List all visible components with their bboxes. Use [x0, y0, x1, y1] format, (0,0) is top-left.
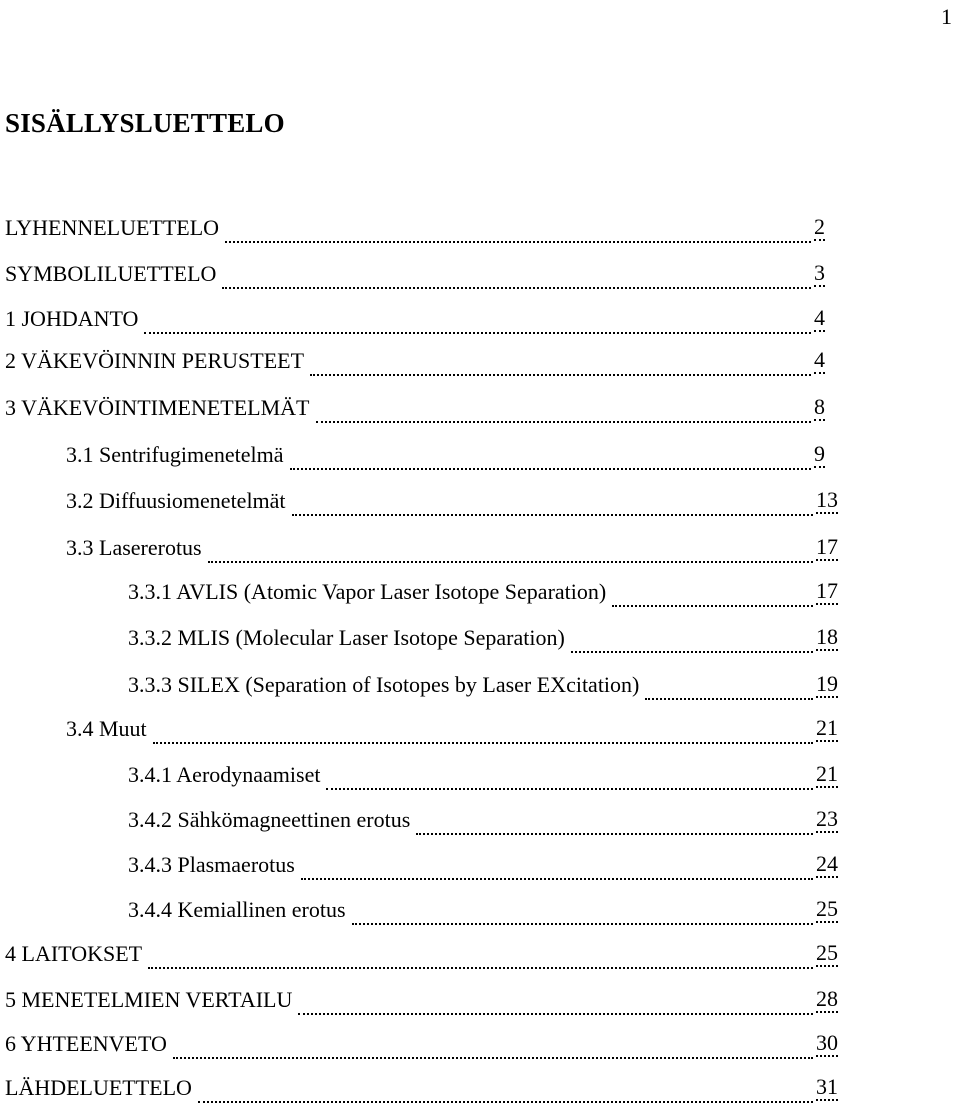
page-number: 1	[941, 4, 952, 29]
toc-entry-page: 30	[816, 1030, 838, 1055]
toc-entry-label: 3.4 Muut	[66, 716, 147, 741]
toc-entry-plasmaerotus[interactable]	[128, 848, 838, 878]
toc-entry-label: 3.3.3 SILEX (Separation of Isotopes by Laser EXcitation)	[128, 672, 640, 697]
toc-entry-label: 3.3.2 MLIS (Molecular Laser Isotope Separation)	[128, 625, 565, 650]
toc-entry-avlis[interactable]	[128, 575, 838, 605]
toc-entry-label: 5 MENETELMIEN VERTAILU	[5, 987, 293, 1012]
toc-entry-lasererotus[interactable]	[66, 531, 838, 561]
toc-entry-yhteenveto[interactable]	[5, 1027, 838, 1057]
dot-leader	[310, 374, 811, 376]
toc-entry-aerodynaamiset[interactable]	[128, 758, 838, 788]
toc-entry-page: 3	[814, 260, 825, 285]
toc-entry-page: 25	[816, 896, 838, 921]
toc-entry-label: 3.4.1 Aerodynaamiset	[128, 762, 321, 787]
toc-entry-sahkomagneettinen-erotus[interactable]	[128, 803, 838, 833]
toc-entry-page: 31	[816, 1074, 838, 1099]
dot-leader	[222, 287, 811, 289]
toc-entry-sentrifugimenetelma[interactable]	[66, 438, 825, 468]
toc-entry-label: LÄHDELUETTELO	[5, 1075, 192, 1100]
toc-entry-label: 3.4.2 Sähkömagneettinen erotus	[128, 807, 411, 832]
dot-leader	[326, 788, 813, 790]
dot-leader	[290, 468, 812, 470]
dot-leader	[298, 1013, 813, 1015]
toc-entry-page: 17	[816, 578, 838, 603]
toc-title: SISÄLLYSLUETTELO	[5, 108, 285, 138]
toc-entry-page: 2	[814, 214, 825, 239]
toc-entry-page: 19	[816, 671, 838, 696]
toc-entry-silex[interactable]	[128, 668, 838, 698]
toc-entry-kemiallinen-erotus[interactable]	[128, 893, 838, 923]
toc-entry-label: 2 VÄKEVÖINNIN PERUSTEET	[5, 348, 305, 373]
toc-entry-muut[interactable]	[66, 712, 838, 742]
dot-leader	[645, 698, 813, 700]
dot-leader	[316, 421, 812, 423]
toc-entry-label: 3.4.4 Kemiallinen erotus	[128, 897, 346, 922]
toc-entry-laitokset[interactable]	[5, 937, 838, 967]
dot-leader	[292, 514, 813, 516]
toc-entry-page: 9	[814, 441, 825, 466]
toc-entry-label: 3.3 Lasererotus	[66, 535, 202, 560]
dot-leader	[144, 332, 811, 334]
toc-entry-page: 23	[816, 806, 838, 831]
toc-entry-page: 21	[816, 761, 838, 786]
toc-entry-johdanto[interactable]	[5, 302, 825, 332]
toc-entry-page: 17	[816, 534, 838, 559]
dot-leader	[153, 742, 813, 744]
dot-leader	[416, 833, 813, 835]
dot-leader	[571, 651, 813, 653]
toc-entry-page: 25	[816, 940, 838, 965]
toc-entry-symboliluettelo[interactable]	[5, 257, 825, 287]
toc-entry-menetelmien-vertailu[interactable]	[5, 983, 838, 1013]
toc-entry-label: 3 VÄKEVÖINTIMENETELMÄT	[5, 395, 310, 420]
toc-entry-vakevoinnin-perusteet[interactable]	[5, 344, 825, 374]
toc-entry-label: LYHENNELUETTELO	[5, 215, 220, 240]
toc-entry-page: 8	[814, 394, 825, 419]
toc-entry-label: 3.3.1 AVLIS (Atomic Vapor Laser Isotope Separation)	[128, 579, 607, 604]
toc-entry-label: 3.2 Diffuusiomenetelmät	[66, 488, 286, 513]
toc-entry-page: 28	[816, 986, 838, 1011]
toc-entry-page: 4	[814, 347, 825, 372]
toc-entry-label: 1 JOHDANTO	[5, 306, 139, 331]
dot-leader	[148, 967, 813, 969]
toc-entry-vakevointimenetelmat[interactable]	[5, 391, 825, 421]
toc-entry-page: 24	[816, 851, 838, 876]
dot-leader	[301, 878, 813, 880]
toc-entry-mlis[interactable]	[128, 621, 838, 651]
dot-leader	[352, 923, 813, 925]
toc-entry-lahdeluettelo[interactable]	[5, 1071, 838, 1101]
dot-leader	[173, 1057, 813, 1059]
toc-entry-label: SYMBOLILUETTELO	[5, 261, 217, 286]
toc-entry-lyhenneluettelo[interactable]	[5, 211, 825, 241]
dot-leader	[612, 605, 813, 607]
dot-leader	[225, 241, 811, 243]
toc-entry-page: 4	[814, 305, 825, 330]
toc-entry-label: 3.1 Sentrifugimenetelmä	[66, 442, 284, 467]
toc-entry-page: 13	[816, 487, 838, 512]
toc-entry-label: 6 YHTEENVETO	[5, 1031, 167, 1056]
dot-leader	[208, 561, 813, 563]
toc-entry-page: 21	[816, 715, 838, 740]
toc-entry-label: 4 LAITOKSET	[5, 941, 143, 966]
toc-entry-label: 3.4.3 Plasmaerotus	[128, 852, 295, 877]
toc-entry-diffuusiomenetelmat[interactable]	[66, 484, 838, 514]
toc-entry-page: 18	[816, 624, 838, 649]
